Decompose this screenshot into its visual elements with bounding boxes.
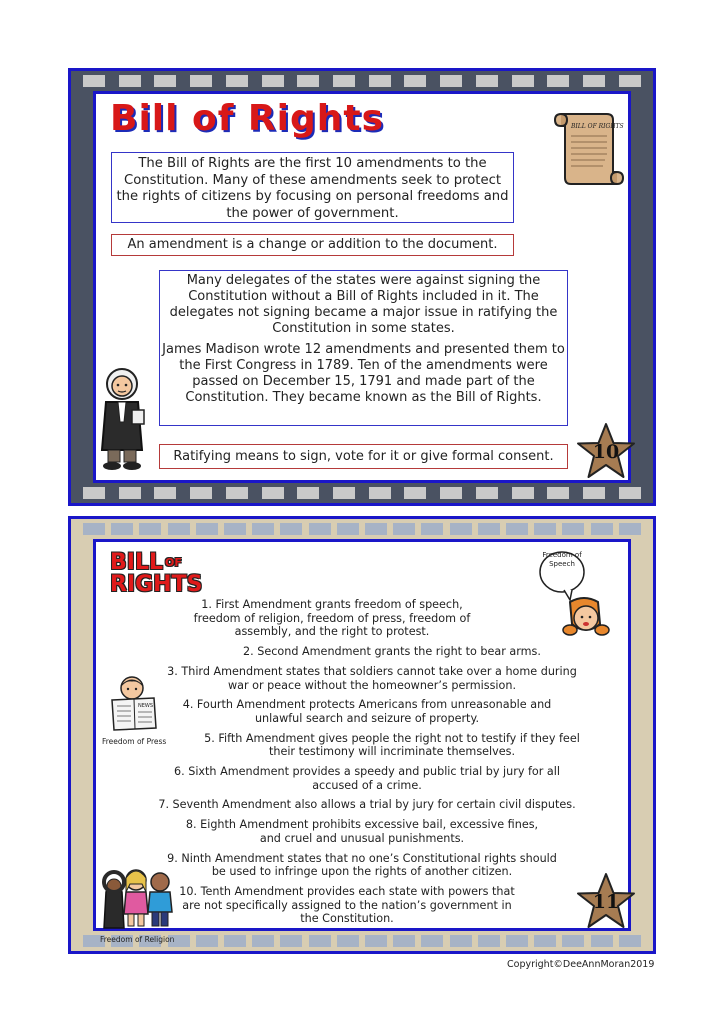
list-item: 6. Sixth Amendment provides a speedy and public trial by jury for all accused of a crime. [173,765,561,792]
card-content [93,91,631,483]
caption-freedom-of-press: Freedom of Press [102,737,167,746]
scroll-label: BILL OF RIGHTS [571,123,624,130]
list-item: 4. Fourth Amendment protects Americans from unreasonable and unlawful search and seizure of property. [182,698,552,725]
card-number: 11 [592,891,620,913]
scroll-icon [547,108,627,190]
card-number: 10 [592,441,620,463]
list-item: 10. Tenth Amendment provides each state with powers that are not specifically assigned to the nation’s government in the Constitution. [179,884,515,926]
logo-word-bill: BILL [110,550,163,575]
copyright-notice: Copyright©DeeAnnMoran2019 [507,959,655,970]
intro-text-box: The Bill of Rights are the first 10 amendments to the Constitution. Many of these amendments seek to protect the rights of citizens by focusing on personal freedoms and the power of government. [111,152,514,223]
newspaper-label: NEWS [138,703,154,709]
ratify-definition-box: Ratifying means to sign, vote for it or give formal consent. [159,444,568,469]
card-amendments-list [68,516,656,954]
logo-word-rights: RIGHTS [110,572,203,597]
history-text-box [159,270,568,426]
list-item: 9. Ninth Amendment states that no one’s Constitutional rights should be used to infringe upon the rights of another citizen. [167,851,557,879]
list-item: 7. Seventh Amendment also allows a trial by jury for certain civil disputes. [158,798,576,812]
history-paragraph-1: Many delegates of the states were against signing the Constitution without a Bill of Rights included in it. The delegates not signing became a major issue in ratifying the Constitution in some states. [169,273,558,336]
history-paragraph-2: James Madison wrote 12 amendments and presented them to the First Congress in 1789. Ten of the amendments were passed on December 15, 1791 and made part of the Constitution. They became known as the Bill of Rights. [162,342,565,405]
list-item: 5. Fifth Amendment gives people the right not to testify if they feel their testimony will incriminate themselves. [204,731,580,759]
boy-reading-newspaper-illustration [108,674,160,734]
card-content [93,539,631,944]
bill-of-rights-logo [110,552,202,596]
card-number-badge [576,872,636,930]
card-number-badge [576,422,636,480]
top-border-stripe [83,523,641,535]
card-bill-of-rights-intro [68,68,656,506]
list-item: 8. Eighth Amendment prohibits excessive bail, excessive fines, and cruel and unusual punishments. [185,818,539,845]
bottom-border-stripe [83,487,641,499]
page-title: Bill of Rights [110,98,385,139]
logo-word-of: OF [165,556,182,569]
list-item: 3. Third Amendment states that soldiers cannot take over a home during war or peace without the homeowner’s permission. [167,664,577,692]
james-madison-illustration [96,362,150,472]
caption-freedom-of-religion: Freedom of Religion [100,935,175,944]
list-item: 1. First Amendment grants freedom of speech, freedom of religion, freedom of press, freedom of assembly, and the right to protest. [193,598,471,639]
amendment-definition-box: An amendment is a change or addition to the document. [111,234,514,256]
speech-bubble-text: Freedom of Speech [542,551,582,568]
top-border-stripe [83,75,641,87]
list-item: 2. Second Amendment grants the right to bear arms. [243,645,541,659]
children-group-illustration [100,862,176,930]
